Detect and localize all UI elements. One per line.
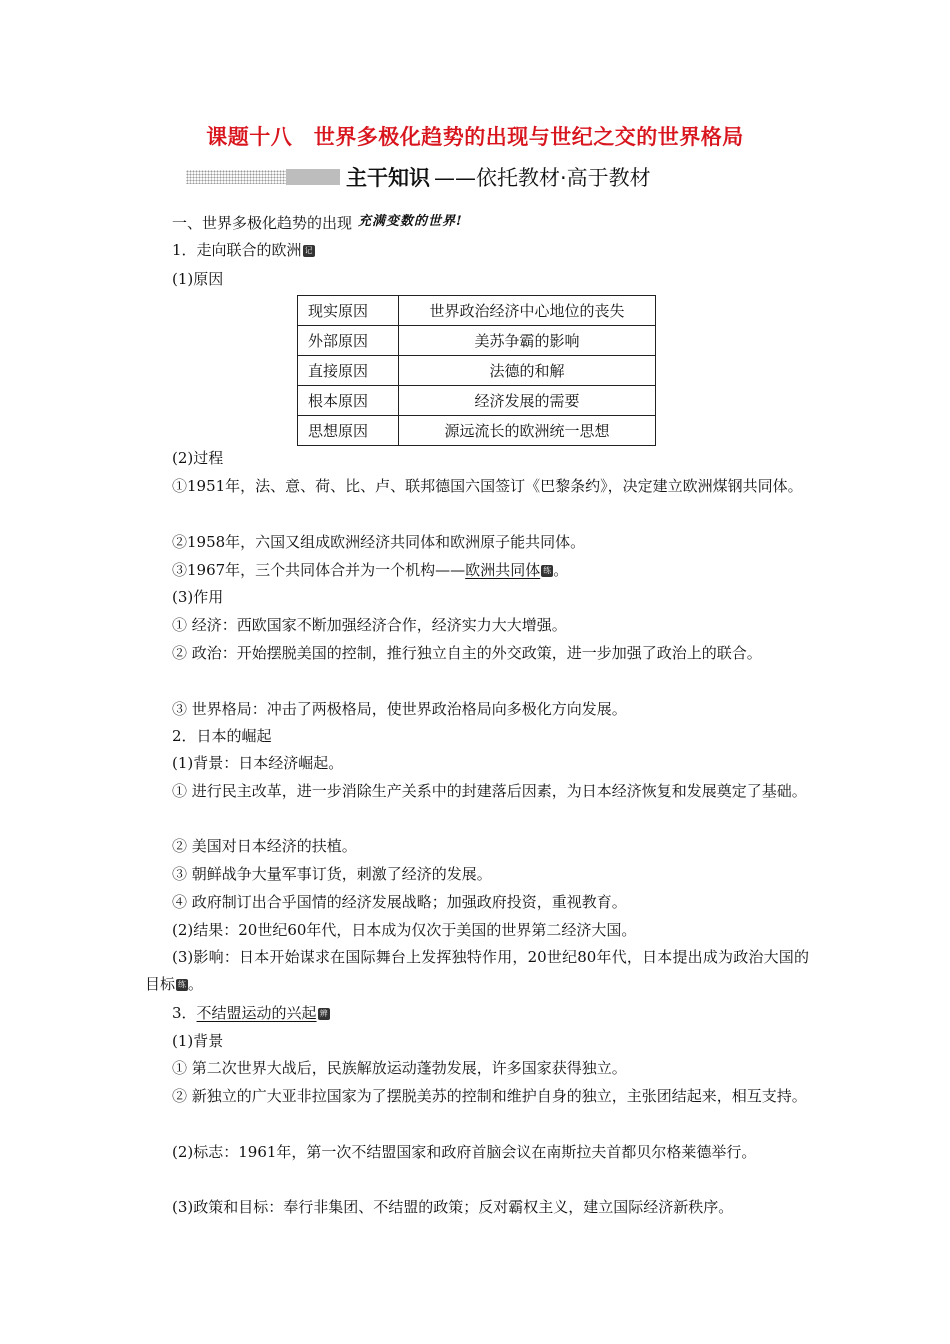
reason-type: 直接原因 <box>298 356 399 386</box>
section-banner <box>186 163 786 193</box>
reasons-table <box>297 295 656 446</box>
banner-dot-pattern <box>186 170 286 184</box>
banner-rest: ——依托教材·高于教材 <box>434 166 651 190</box>
japan-bg-label: (1)背景：日本经济崛起。 <box>172 754 344 772</box>
reason-type: 现实原因 <box>298 296 399 326</box>
key-term-link: 不结盟运动的兴起 <box>196 1004 317 1022</box>
nonaligned-policy: (3)政策和目标：奉行非集团、不结盟的政策；反对霸权主义，建立国际经济新秩序。 <box>172 1198 734 1216</box>
punctuation: 。 <box>188 975 204 993</box>
table-row <box>298 326 656 356</box>
effect-item-1: ① 经济：西欧国家不断加强经济合作，经济实力大大增强。 <box>172 616 567 634</box>
banner-strong: 主干知识 <box>340 166 434 190</box>
nonaligned-bg-item-2: ② 新独立的广大亚非拉国家为了摆脱美苏的控制和维护自身的独立，主张团结起来，相互支持。 <box>172 1087 807 1105</box>
section-heading-text: 一、世界多极化趋势的出现 <box>172 214 353 232</box>
nonaligned-heading <box>145 1000 809 1027</box>
process-item-3 <box>145 557 809 584</box>
japan-impact <box>145 944 809 998</box>
banner-text <box>340 163 651 193</box>
reason-type: 思想原因 <box>298 416 399 446</box>
reason-content: 世界政治经济中心地位的丧失 <box>399 296 656 326</box>
table-row <box>298 296 656 326</box>
reasons-label: (1)原因 <box>172 270 224 288</box>
reason-type: 根本原因 <box>298 386 399 416</box>
reason-content: 源远流长的欧洲统一思想 <box>399 416 656 446</box>
nonaligned-sign: (2)标志：1961年，第一次不结盟国家和政府首脑会议在南斯拉夫首都贝尔格莱德举行。 <box>172 1143 757 1161</box>
process-item-2: ②1958年，六国又组成欧洲经济共同体和欧洲原子能共同体。 <box>172 533 586 551</box>
effect-item-3: ③ 世界格局：冲击了两极格局，使世界政治格局向多极化方向发展。 <box>172 700 627 718</box>
europe-heading <box>145 237 809 264</box>
section-heading <box>145 208 809 237</box>
key-term-link: 欧洲共同体 <box>465 561 541 579</box>
distinguish-mark-icon: 辨 <box>319 1009 328 1018</box>
process-label: (2)过程 <box>172 449 224 467</box>
japan-result: (2)结果：20世纪60年代，日本成为仅次于美国的世界第二经济大国。 <box>172 921 637 939</box>
practice-mark-icon: 练 <box>178 980 187 989</box>
japan-bg-item-1: ① 进行民主改革，进一步消除生产关系中的封建落后因素，为日本经济恢复和发展奠定了基础。 <box>172 782 807 800</box>
japan-bg-item-4: ④ 政府制订出合乎国情的经济发展战略；加强政府投资，重视教育。 <box>172 893 627 911</box>
reason-type: 外部原因 <box>298 326 399 356</box>
europe-heading-text: 1．走向联合的欧洲 <box>172 241 302 259</box>
effect-item-2: ② 政治：开始摆脱美国的控制，推行独立自主的外交政策，进一步加强了政治上的联合。 <box>172 644 762 662</box>
table-row <box>298 356 656 386</box>
japan-impact-text: (3)影响：日本开始谋求在国际舞台上发挥独特作用，20世纪80年代，日本提出成为政治大国的目标 <box>145 948 809 993</box>
japan-heading: 2．日本的崛起 <box>172 727 272 745</box>
nonaligned-bg-label: (1)背景 <box>172 1032 224 1050</box>
handwritten-note: 充满变数的世界! <box>358 214 463 229</box>
japan-bg-item-2: ② 美国对日本经济的扶植。 <box>172 837 357 855</box>
reason-content: 法德的和解 <box>399 356 656 386</box>
effect-label: (3)作用 <box>172 588 224 606</box>
process-item-1: ①1951年，法、意、荷、比、卢、联邦德国六国签订《巴黎条约》，决定建立欧洲煤钢共同体。 <box>172 477 803 495</box>
practice-mark-icon: 练 <box>543 566 552 575</box>
reason-content: 美苏争霸的影响 <box>399 326 656 356</box>
page-title: 课题十八 世界多极化趋势的出现与世纪之交的世界格局 <box>206 125 744 149</box>
table-row <box>298 386 656 416</box>
nonaligned-bg-item-1: ① 第二次世界大战后，民族解放运动蓬勃发展，许多国家获得独立。 <box>172 1059 627 1077</box>
punctuation: 。 <box>553 561 569 579</box>
reason-content: 经济发展的需要 <box>399 386 656 416</box>
memorize-mark-icon: 记 <box>304 246 313 255</box>
japan-bg-item-3: ③ 朝鲜战争大量军事订货，刺激了经济的发展。 <box>172 865 492 883</box>
table-row <box>298 416 656 446</box>
process-item-3-text: ③1967年，三个共同体合并为一个机构—— <box>172 561 466 579</box>
nonaligned-heading-number: 3． <box>172 1004 197 1022</box>
